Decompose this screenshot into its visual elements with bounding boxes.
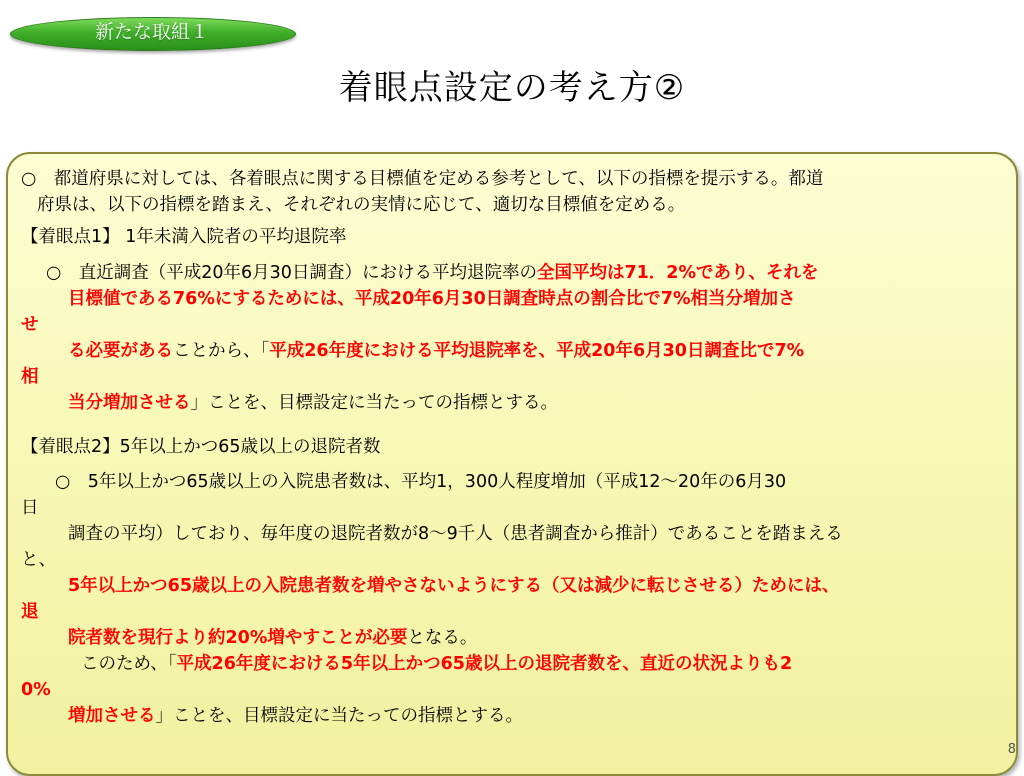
point1-paragraph-line-1	[21, 260, 1006, 286]
point1-paragraph-line-4	[21, 390, 1006, 416]
point1-paragraph-line-2: 目標値である76%にするためには、平成20年6月30日調査時点の割合比で7%相当分増加さ	[68, 289, 796, 309]
intro-line-2: 府県は、以下の指標を踏まえ、それぞれの実情に応じて、適切な目標値を定める。	[37, 195, 686, 215]
point2-emphasis: 増加させる	[68, 706, 156, 726]
point1-wrap-1: せ	[21, 315, 39, 335]
intro-line-1: ○ 都道府県に対しては、各着眼点に関する目標値を定める参考として、以下の指標を提示する。都道	[21, 169, 824, 189]
point2-paragraph-line-6	[21, 703, 1006, 729]
point2-wrap-3: 退	[21, 602, 39, 622]
point2-wrap-1: 日	[21, 498, 39, 518]
point2-text: このため、「	[81, 654, 177, 674]
point2-wrap-2: と、	[21, 550, 56, 570]
point1-emphasis: 全国平均は71．2%であり、それを	[536, 263, 819, 283]
point1-text: ことから、「	[173, 341, 270, 361]
point2-paragraph-line-5	[21, 651, 1006, 677]
point1-paragraph-line-3	[21, 338, 1006, 364]
point2-emphasis: 院者数を現行より約20%増やすことが必要	[68, 628, 408, 648]
page-title: 着眼点設定の考え方②	[338, 68, 686, 108]
point1-text: 」ことを、目標設定に当たっての指標とする。	[190, 393, 558, 413]
point2-text: 」ことを、目標設定に当たっての指標とする。	[155, 706, 523, 726]
content-body	[21, 166, 1006, 729]
point1-emphasis: 平成26年度における平均退院率を、平成20年6月30日調査比で7%	[269, 341, 805, 361]
point2-paragraph-line-1: ○ 5年以上かつ65歳以上の入院患者数は、平均1，300人程度増加（平成12～20年の6月30	[55, 472, 787, 492]
point2-paragraph-line-2: 調査の平均）しており、毎年度の退院者数が8～9千人（患者調査から推計）であることを踏まえる	[68, 524, 843, 544]
point2-heading: 【着眼点2】5年以上かつ65歳以上の退院者数	[21, 437, 381, 457]
point2-text: となる。	[407, 628, 478, 648]
section-badge-label: 新たな取組１	[94, 21, 209, 43]
page-number: 8	[1007, 742, 1016, 757]
point1-text: ○ 直近調査（平成20年6月30日調査）における平均退院率の	[46, 263, 537, 283]
point1-heading: 【着眼点1】 1年未満入院者の平均退院率	[21, 227, 347, 247]
point2-paragraph-line-3: 5年以上かつ65歳以上の入院患者数を増やさないようにする（又は減少に転じさせる）ためには、	[68, 576, 840, 596]
point2-paragraph-line-4	[21, 625, 1006, 651]
point1-wrap-2: 相	[21, 367, 39, 387]
point2-wrap-4: 0%	[21, 680, 51, 700]
point1-emphasis: 当分増加させる	[68, 393, 191, 413]
point1-emphasis: る必要がある	[68, 341, 173, 361]
point2-emphasis: 平成26年度における5年以上かつ65歳以上の退院者数を、直近の状況よりも2	[176, 654, 793, 674]
